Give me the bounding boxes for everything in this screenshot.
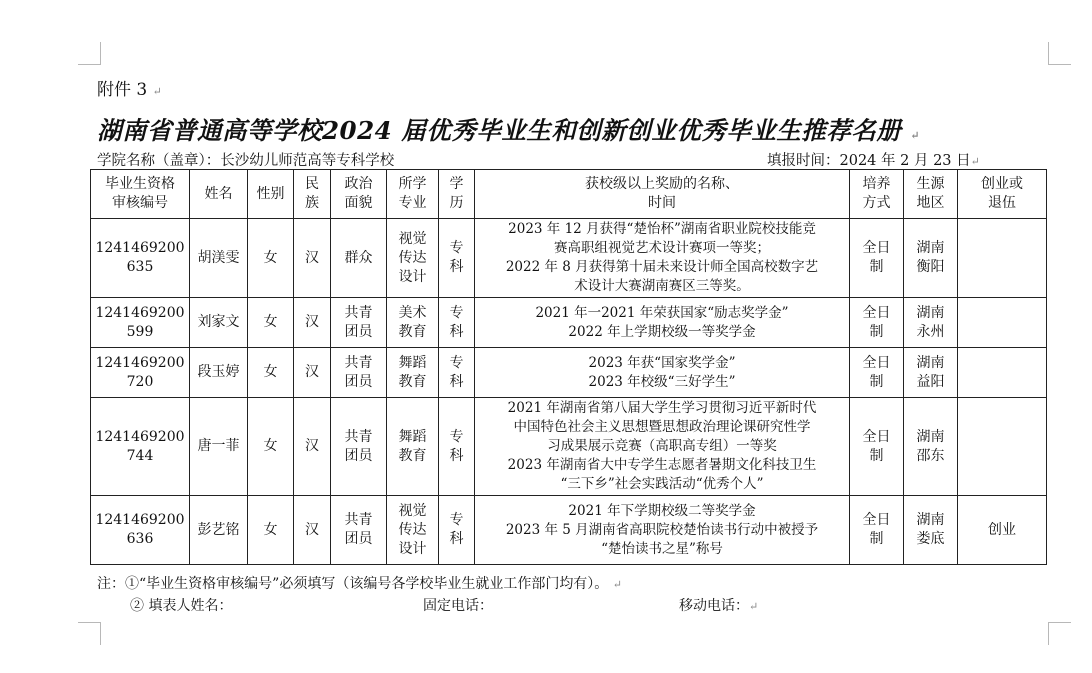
cell-study-mode: 全日 制: [850, 398, 904, 496]
table-row: [91, 219, 1047, 298]
cell-name: 彭艺铭: [190, 496, 248, 565]
page-corner-mark: [78, 42, 101, 65]
header-political: 政治 面貌: [331, 170, 387, 219]
cell-ethnicity: 汉: [294, 398, 331, 496]
footnote-1: 注：①“毕业生资格审核编号”必须填写（该编号各学校毕业生就业工作部门均有）。 ↵: [97, 576, 622, 592]
page-corner-mark: [78, 622, 101, 645]
cell-major: 舞蹈 教育: [387, 398, 439, 496]
cell-ethnicity: 汉: [294, 348, 331, 398]
cell-major: 视觉 传达 设计: [387, 496, 439, 565]
cell-degree: 专 科: [439, 496, 475, 565]
cell-gender: 女: [248, 348, 294, 398]
cell-entrepreneur: [958, 219, 1047, 298]
cell-degree: 专 科: [439, 398, 475, 496]
table-row: [91, 496, 1047, 565]
cell-awards: 2023 年获“国家奖学金” 2023 年校级“三好学生”: [475, 348, 850, 398]
graduate-roster-table: [90, 169, 1047, 565]
cell-political: 群众: [331, 219, 387, 298]
cell-major: 视觉 传达 设计: [387, 219, 439, 298]
page-corner-mark: [1048, 42, 1071, 65]
cell-id: 1241469200 635: [91, 219, 190, 298]
college-name: 学院名称（盖章）：长沙幼儿师范高等专科学校: [97, 153, 395, 169]
cell-ethnicity: 汉: [294, 298, 331, 348]
cell-id: 1241469200 720: [91, 348, 190, 398]
footnote-2: ② 填表人姓名： 固定电话： 移动电话：↵: [130, 595, 758, 615]
cell-origin: 湖南 永州: [904, 298, 958, 348]
cell-id: 1241469200 744: [91, 398, 190, 496]
cell-major: 美术 教育: [387, 298, 439, 348]
cell-study-mode: 全日 制: [850, 298, 904, 348]
header-awards: 获校级以上奖励的名称、 时间: [475, 170, 850, 219]
annex-label: 附件 3 ↵: [97, 80, 162, 100]
cell-name: 段玉婷: [190, 348, 248, 398]
cell-degree: 专 科: [439, 298, 475, 348]
header-id: 毕业生资格 审核编号: [91, 170, 190, 219]
header-ethnicity: 民 族: [294, 170, 331, 219]
cell-study-mode: 全日 制: [850, 348, 904, 398]
table-row: [91, 348, 1047, 398]
landline-label: 固定电话：: [423, 598, 493, 614]
cell-political: 共青 团员: [331, 298, 387, 348]
cell-awards: 2021 年湖南省第八届大学生学习贯彻习近平新时代 中国特色社会主义思想暨思想政治理论课研究性学 习成果展示竞赛（高职高专组）一等奖 2023 年湖南省大中专学生志愿者暑期文化科技卫生 “三下乡”社会实践活动“优秀个人”: [475, 398, 850, 496]
header-degree: 学 历: [439, 170, 475, 219]
cell-origin: 湖南 娄底: [904, 496, 958, 565]
cell-name: 胡渼雯: [190, 219, 248, 298]
cell-awards: 2021 年一2021 年荣获国家“励志奖学金” 2022 年上学期校级一等奖学金: [475, 298, 850, 348]
cell-political: 共青 团员: [331, 348, 387, 398]
table-row: [91, 398, 1047, 496]
filler-name-label: ② 填表人姓名：: [130, 598, 233, 614]
header-origin: 生源 地区: [904, 170, 958, 219]
cell-study-mode: 全日 制: [850, 496, 904, 565]
cell-id: 1241469200 636: [91, 496, 190, 565]
cell-ethnicity: 汉: [294, 496, 331, 565]
table-row: [91, 298, 1047, 348]
header-study-mode: 培养 方式: [850, 170, 904, 219]
header-name: 姓名: [190, 170, 248, 219]
fill-date: 填报时间：2024 年 2 月 23 日↵: [767, 153, 980, 169]
cell-gender: 女: [248, 398, 294, 496]
cell-name: 唐一菲: [190, 398, 248, 496]
table-header-row: [91, 170, 1047, 219]
cell-origin: 湖南 邵东: [904, 398, 958, 496]
header-gender: 性别: [248, 170, 294, 219]
cell-political: 共青 团员: [331, 496, 387, 565]
page-title: 湖南省普通高等学校2024 届优秀毕业生和创新创业优秀毕业生推荐名册 ↵: [97, 116, 920, 145]
cell-political: 共青 团员: [331, 398, 387, 496]
cell-awards: 2023 年 12 月获得“楚怡杯”湖南省职业院校技能竞 赛高职组视觉艺术设计赛项一等奖； 2022 年 8 月获得第十届未来设计师全国高校数字艺 术设计大赛湖南赛区三等奖。: [475, 219, 850, 298]
cell-origin: 湖南 衡阳: [904, 219, 958, 298]
cell-entrepreneur: [958, 298, 1047, 348]
header-major: 所学 专业: [387, 170, 439, 219]
page-corner-mark: [1048, 622, 1071, 645]
cell-id: 1241469200 599: [91, 298, 190, 348]
cell-ethnicity: 汉: [294, 219, 331, 298]
cell-origin: 湖南 益阳: [904, 348, 958, 398]
cell-awards: 2021 年下学期校级二等奖学金 2023 年 5 月湖南省高职院校楚怡读书行动中被授予 “楚怡读书之星”称号: [475, 496, 850, 565]
cell-study-mode: 全日 制: [850, 219, 904, 298]
cell-degree: 专 科: [439, 348, 475, 398]
mobile-label: 移动电话：: [679, 598, 749, 614]
cell-entrepreneur: [958, 398, 1047, 496]
cell-degree: 专 科: [439, 219, 475, 298]
cell-gender: 女: [248, 219, 294, 298]
cell-gender: 女: [248, 298, 294, 348]
cell-major: 舞蹈 教育: [387, 348, 439, 398]
cell-entrepreneur: 创业: [958, 496, 1047, 565]
cell-gender: 女: [248, 496, 294, 565]
cell-entrepreneur: [958, 348, 1047, 398]
header-entrepreneur: 创业或 退伍: [958, 170, 1047, 219]
cell-name: 刘家文: [190, 298, 248, 348]
